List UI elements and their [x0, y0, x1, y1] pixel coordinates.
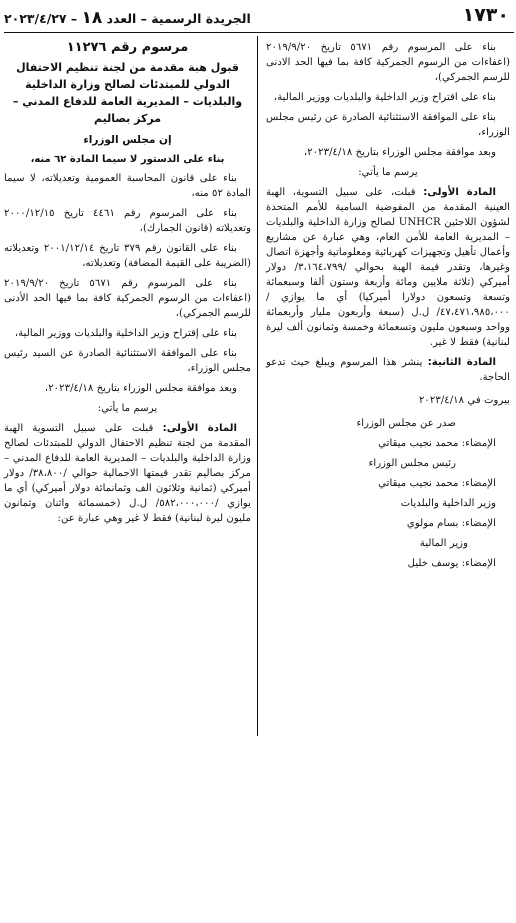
- page-number: ١٧٣٠: [462, 4, 509, 26]
- constitution-recital: بناء على الدستور لا سيما المادة ٦٢ منه،: [30, 154, 225, 165]
- recital: بناء على قانون المحاسبة العمومية وتعديلاته، لا سيما المادة ٥٢ منه،: [4, 173, 251, 199]
- signature: الإمضاء: بسام مولوي: [406, 518, 496, 529]
- recital: بناء على الموافقة الاستثنائية الصادرة عن رئيس مجلس الوزراء،: [266, 112, 510, 138]
- article-1: [4, 421, 251, 526]
- signature-heading: صدر عن مجلس الوزراء: [356, 418, 456, 429]
- issue-date: – ٢٠٢٣/٤/٢٧: [4, 11, 78, 26]
- recital: بناء على الموافقة الاستثنائية الصادرة عن السيد رئيس مجلس الوزراء،: [4, 348, 251, 374]
- recital: بناء على اقتراح وزير الداخلية والبلديات ووزير المالية،: [273, 92, 496, 103]
- header-info: [4, 8, 251, 28]
- authority-heading: إن مجلس الوزراء: [83, 134, 172, 146]
- recital: بناء على إقتراح وزير الداخلية والبلديات ووزير المالية،: [14, 328, 237, 339]
- signature: الإمضاء: محمد نجيب ميقاتي: [378, 438, 496, 449]
- article-text: قبلت على سبيل التسوية الهبة المقدمة من لجنة تنظيم الاحتفال الدولي للمبتدئات لصالح وزارة الداخلية والبلديات – المديرية العامة للدفاع المدني – مركز بصاليم تقدر قيمتها الاجمالية حوالي /٣٨،٨٠٠/ دولار أميركي (ثمانية وثلاثون الف وثمانمائة دولار أميركي) أي ما يوازي /٥٨٢،٠٠٠،٠٠٠/ ل.ل (خمسمائة واثنان وثمانون مليون ليرة لبنانية) فقط لا غير وهي عبارة عن:: [4, 423, 251, 524]
- article-2: [266, 355, 510, 385]
- recital: بناء على المرسوم رقم ٥٦٧١ تاريخ ٢٠١٩/٩/٢٠ (اعفاءات من الرسوم الجمركية كافة بما فيها الحد الادنى للرسم الجمركي)،: [266, 42, 510, 83]
- right-column: [266, 40, 510, 576]
- signature-heading: وزير الداخلية والبلديات: [400, 498, 496, 509]
- article-label: المادة الثانية:: [427, 357, 496, 368]
- recital: بناء على المرسوم رقم ٤٤٦١ تاريخ ٢٠٠٠/١٢/١٥ وتعديلاته (قانون الجمارك)،: [4, 208, 251, 234]
- place-date: بيروت في ٢٠٢٣/٤/١٨: [418, 395, 510, 406]
- article-text: قبلت، على سبيل التسوية، الهبة العينية المقدمة من المفوضية السامية للأمم المتحدة لشؤون اللاجئين UNHCR لصالح وزارة الداخلية والبلديات – المديرية العامة للأمن العام، وهي عبارة عن مشاريع وأعمال تأهيل وتجهيزات كهربائية ومعلوماتية وأجهزة اتصال وغيرها، وتقدر قيمة الهبة بحوالي /٣،١٦٤،٧٩٩/ دولار أميركي (ثلاثة ملايين ومائة وأربعة وستون ألفا وسبعمائة وتسعة وتسعون دولارا أميركيا) أي ما يوازي /٤٧،٤٧١،٩٨٥،٠٠٠/ ل.ل (سبعة وأربعون مليار وأربعمائة وواحد وسبعون مليون وتسعمائة وخمسة وثمانون ألف ليرة لبنانية) فقط لا غير.: [266, 187, 510, 348]
- decree-line: يرسم ما يأتي:: [358, 167, 418, 178]
- page-header: [0, 4, 516, 30]
- issue-number: ١٨: [81, 8, 103, 28]
- recital: بناء على المرسوم رقم ٥٦٧١ تاريخ ٢٠١٩/٩/٢٠ (اعفاءات من الرسوم الجمركية كافة بما فيها الحد الأدنى للرسم الجمركي)،: [4, 278, 251, 319]
- article-label: المادة الأولى:: [423, 187, 496, 198]
- signature-heading: رئيس مجلس الوزراء: [368, 458, 456, 469]
- column-divider: [257, 36, 258, 736]
- decree-line: يرسم ما يأتي:: [97, 403, 158, 414]
- recital: وبعد موافقة مجلس الوزراء بتاريخ ٢٠٢٣/٤/١٨،: [44, 383, 237, 394]
- article-text: ينشر هذا المرسوم ويبلغ حيث تدعو الحاجة.: [266, 357, 510, 383]
- recital: وبعد موافقة مجلس الوزراء بتاريخ ٢٠٢٣/٤/١٨،: [303, 147, 496, 158]
- signature-heading: وزير المالية: [419, 538, 468, 549]
- article-1: [266, 185, 510, 350]
- header-rule: [4, 32, 514, 33]
- recital: بناء على القانون رقم ٣٧٩ تاريخ ٢٠٠١/١٢/١٤ وتعديلاته (الضريبة على القيمة المضافة) وتعديلاته،: [4, 243, 251, 269]
- gazette-name: الجريدة الرسمية – العدد: [106, 11, 251, 26]
- signature: الإمضاء: محمد نجيب ميقاتي: [378, 478, 496, 489]
- signature: الإمضاء: يوسف خليل: [407, 558, 496, 569]
- decree-number: مرسوم رقم ١١٢٧٦: [66, 40, 189, 55]
- left-column: [4, 40, 251, 531]
- decree-title: قبول هبة مقدمة من لجنة تنظيم الاحتفال الدولي للمبتدئات لصالح وزارة الداخلية والبلديات – المديرية العامة للدفاع المدني – مركز بصاليم: [12, 61, 243, 125]
- article-label: المادة الأولى:: [162, 423, 237, 434]
